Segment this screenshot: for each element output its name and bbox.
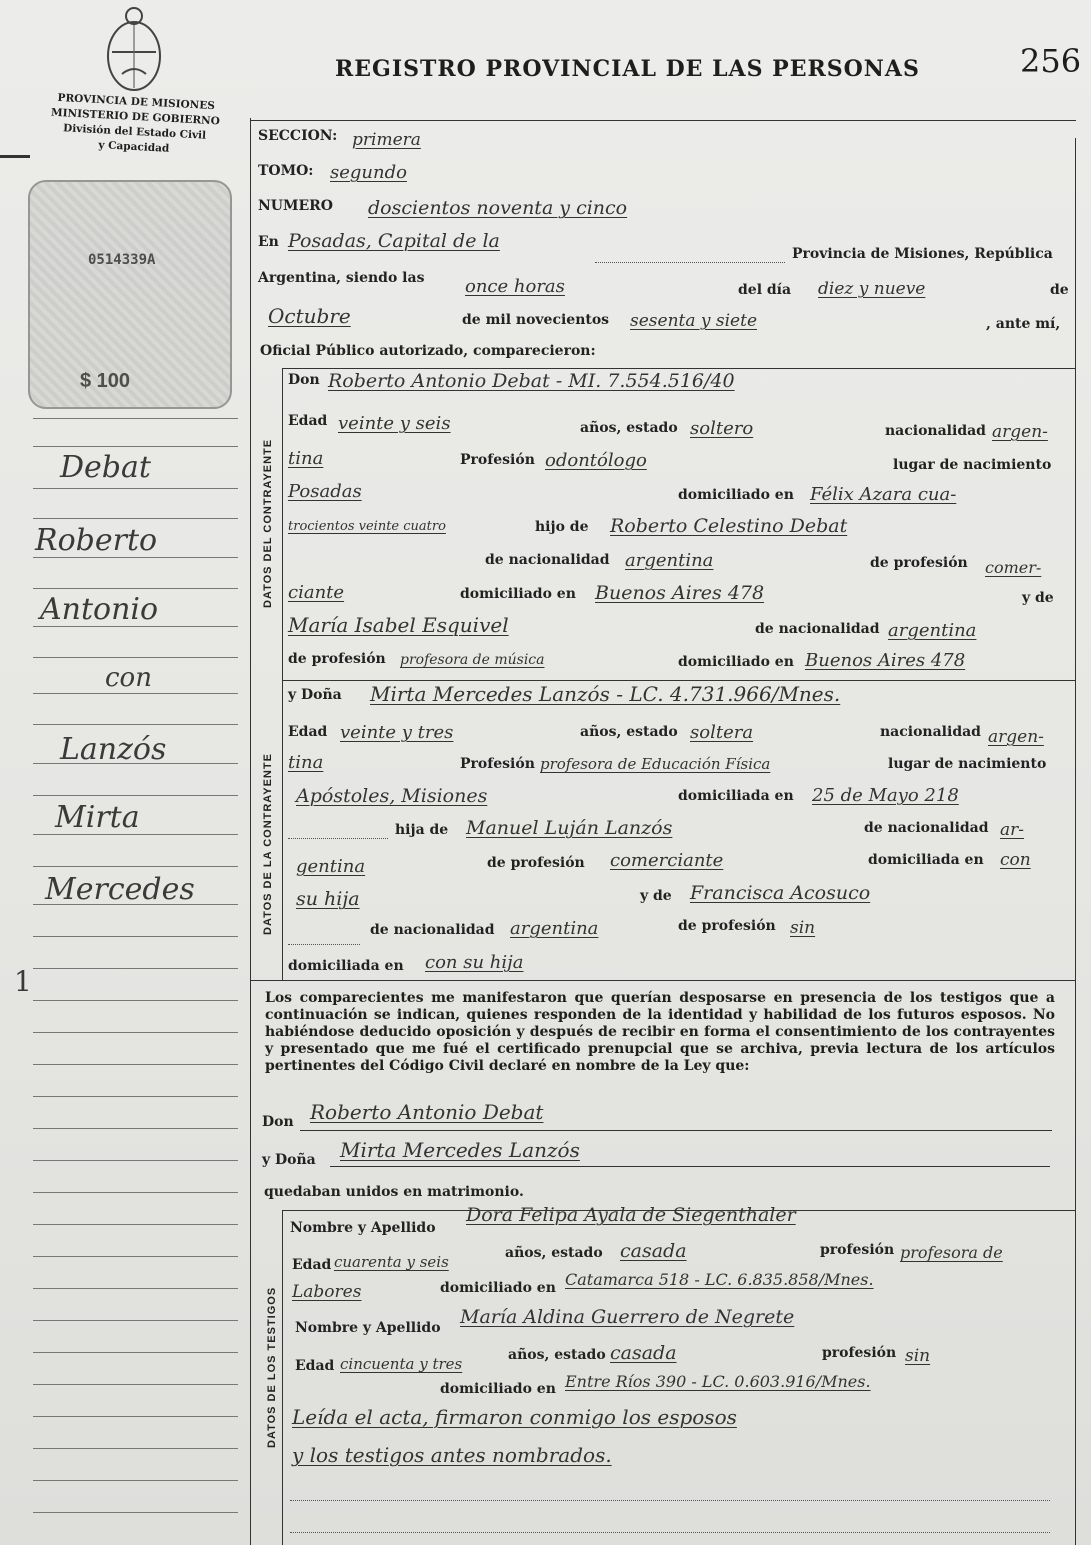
contrayenta-madre-nac: argentina (510, 918, 599, 939)
contrayenta-padre-dom-b: su hija (296, 888, 360, 910)
margin-mark: 1 (14, 965, 32, 998)
contrayente-edad: veinte y seis (338, 413, 451, 434)
contrayente-top (282, 368, 1075, 369)
main-top-border (250, 120, 1076, 121)
contrayenta-madre-dom: con su hija (425, 952, 524, 973)
stamp-serial: 0514339A (88, 252, 156, 268)
t1-dom: Catamarca 518 - LC. 6.835.858/Mnes. (565, 1270, 874, 1289)
t2-nombre: María Aldina Guerrero de Negrete (460, 1306, 795, 1328)
t1-prof-a: profesora de (900, 1243, 1003, 1262)
oficial-text: Oficial Público autorizado, comparecieron: (260, 343, 596, 359)
margin-note-1: Debat (60, 450, 151, 485)
don-label: Don (288, 372, 320, 388)
hija-label: hija de (395, 822, 449, 838)
t1-prof-b: Labores (292, 1282, 362, 1302)
t2-prof: sin (905, 1346, 931, 1366)
contrayente-lugar: Posadas (288, 481, 362, 502)
t1-dom-label: domiciliado en (440, 1280, 556, 1296)
t1-prof-label: profesión (820, 1242, 895, 1258)
margin-note-4: con (105, 663, 152, 693)
decl-dona: Mirta Mercedes Lanzós (340, 1138, 580, 1162)
dona-label: y Doña (288, 687, 342, 703)
provincia-text: Provincia de Misiones, República (792, 246, 1053, 262)
contrayenta-estado-label: años, estado (580, 724, 678, 740)
contrayenta-madre-dom-label: domiciliada en (288, 958, 404, 974)
contrayenta-estado: soltera (690, 722, 754, 743)
contrayente-padre-prof-b: ciante (288, 582, 345, 603)
t2-dom: Entre Ríos 390 - LC. 0.603.916/Mnes. (565, 1372, 871, 1391)
contrayente-madre-nac: argentina (888, 620, 977, 641)
contrayente-madre-nac-label: de nacionalidad (755, 621, 880, 637)
contrayente-side-label: DATOS DEL CONTRAYENTE (262, 438, 274, 608)
contrayente-estado-label: años, estado (580, 420, 678, 436)
argentina-text: Argentina, siendo las (258, 270, 425, 286)
contrayente-padre-prof-label: de profesión (870, 555, 968, 571)
t1-nombre-label: Nombre y Apellido (290, 1220, 436, 1236)
contrayenta-padre-nac-b: gentina (296, 856, 366, 877)
decl-closing: quedaban unidos en matrimonio. (264, 1184, 524, 1200)
declaration-text: Los comparecientes me manifestaron que querían desposarse en presencia de los testigos que a continuación se indican, quienes responden de la identidad y habilidad de los futuros esposos. No habiéndose deducido oposición y después de recibir en forma el consentimiento de los contrayentes y presentado que me fué el certificado prenupcial que se archiva, previa lectura de los artículos pertinentes del Código Civil declaré en nombre de la Ley que: (265, 990, 1055, 1074)
contrayente-madre-prof: profesora de música (400, 652, 545, 668)
t2-nombre-label: Nombre y Apellido (295, 1320, 441, 1336)
t2-edad: cincuenta y tres (340, 1355, 463, 1373)
contrayente-y-de-label: y de (1022, 590, 1054, 606)
page-number: 256 (1020, 42, 1082, 80)
decl-don: Roberto Antonio Debat (310, 1100, 544, 1124)
decl-dona-label: y Doña (262, 1152, 316, 1168)
party-divider (282, 368, 283, 980)
margin-note-3: Antonio (40, 592, 159, 627)
tomo-value: segundo (330, 162, 407, 183)
contrayenta-lugar-label: lugar de nacimiento (888, 756, 1047, 772)
lugar-value: Posadas, Capital de la (288, 230, 500, 252)
fiscal-stamp (28, 180, 232, 409)
margin-note-5: Lanzós (60, 732, 167, 767)
contrayente-nac-a: argen- (992, 422, 1048, 442)
main-right-border (1075, 138, 1076, 1545)
testigos-side-label: DATOS DE LOS TESTIGOS (266, 1286, 278, 1448)
contrayenta-profesion: profesora de Educación Física (540, 755, 771, 773)
contrayente-padre-nac: argentina (625, 550, 714, 571)
contrayenta-lugar: Apóstoles, Misiones (296, 785, 488, 807)
contrayente-edad-label: Edad (288, 413, 328, 429)
contrayente-madre-dom: Buenos Aires 478 (805, 650, 966, 671)
coat-of-arms-icon (98, 4, 170, 96)
decl-don-label: Don (262, 1114, 294, 1130)
closing-line-2: y los testigos antes nombrados. (292, 1443, 612, 1467)
t2-estado-label: años, estado (508, 1347, 606, 1363)
agency-line-3: División del Estado Civil (62, 122, 207, 142)
ante-text: , ante mí, (986, 316, 1061, 332)
contrayente-padre: Roberto Celestino Debat (610, 515, 848, 537)
contrayente-lugar-label: lugar de nacimiento (893, 457, 1052, 473)
contrayenta-side-label: DATOS DE LA CONTRAYENTE (262, 753, 274, 935)
contrayenta-prof-label: Profesión (460, 756, 535, 772)
agency-line-2: MINISTERIO DE GOBIERNO (50, 106, 221, 128)
closing-line-1: Leída el acta, firmaron conmigo los esposos (292, 1405, 737, 1429)
contrayenta-y-de-label: y de (640, 888, 672, 904)
contrayenta-nac-label: nacionalidad (880, 724, 981, 740)
t1-nombre: Dora Felipa Ayala de Siegenthaler (466, 1204, 796, 1226)
t2-dom-label: domiciliado en (440, 1381, 556, 1397)
contrayente-padre-dom: Buenos Aires 478 (595, 582, 765, 604)
contrayenta-padre-prof: comerciante (610, 850, 724, 871)
t1-edad-label: Edad (292, 1257, 332, 1273)
t1-estado-label: años, estado (505, 1245, 603, 1261)
binding-mark (0, 155, 30, 158)
contrayente-nac-b: tina (288, 448, 324, 469)
agency-line-1: PROVINCIA DE MISIONES (57, 91, 216, 113)
contrayenta-padre-dom-a: con (1000, 850, 1031, 870)
contrayente-padre-prof-a: comer- (985, 558, 1042, 577)
contrayenta-dom-label: domiciliada en (678, 788, 794, 804)
contrayente-estado: soltero (690, 418, 754, 439)
contrayenta-edad-label: Edad (288, 724, 328, 740)
contrayente-profesion: odontólogo (545, 450, 647, 471)
margin-note-2: Roberto (35, 523, 158, 558)
contrayenta-top (282, 680, 1075, 681)
contrayente-madre-dom-label: domiciliado en (678, 654, 794, 670)
dia-value: diez y nueve (818, 279, 926, 299)
main-left-border (250, 118, 251, 1545)
contrayente-madre: María Isabel Esquivel (288, 613, 509, 637)
t2-edad-label: Edad (295, 1358, 335, 1374)
contrayente-dom-b: trocientos veinte cuatro (288, 519, 446, 534)
stamp-value: $ 100 (80, 370, 131, 392)
margin-note-7: Mercedes (45, 872, 195, 907)
contrayenta-madre: Francisca Acosuco (690, 882, 871, 904)
mes-value: Octubre (268, 304, 351, 328)
numero-value: doscientos noventa y cinco (368, 197, 628, 219)
contrayente-nac-label: nacionalidad (885, 423, 986, 439)
contrayente-dom-a: Félix Azara cua- (810, 484, 957, 505)
seccion-value: primera (352, 130, 421, 150)
t1-estado: casada (620, 1240, 687, 1262)
testigos-divider (282, 1210, 283, 1545)
seccion-label: SECCION: (258, 128, 338, 144)
contrayenta-madre-prof-label: de profesión (678, 918, 776, 934)
hijo-label: hijo de (535, 519, 589, 535)
contrayenta-nombre: Mirta Mercedes Lanzós - LC. 4.731.966/Mnes. (370, 682, 841, 706)
contrayenta-nac-a: argen- (988, 727, 1044, 747)
tomo-label: TOMO: (258, 163, 314, 179)
t1-edad: cuarenta y seis (334, 1253, 449, 1271)
contrayenta-padre-dom-label: domiciliada en (868, 852, 984, 868)
agency-block (29, 90, 242, 161)
contrayenta-padre-nac-a: ar- (1000, 820, 1025, 840)
contrayenta-edad: veinte y tres (340, 722, 454, 743)
agency-line-4: y Capacidad (98, 139, 170, 155)
contrayenta-bottom (250, 980, 1076, 981)
t2-prof-label: profesión (822, 1345, 897, 1361)
contrayenta-padre: Manuel Luján Lanzós (466, 817, 673, 839)
contrayenta-madre-prof: sin (790, 918, 816, 938)
contrayente-madre-prof-label: de profesión (288, 651, 386, 667)
page-title: REGISTRO PROVINCIAL DE LAS PERSONAS (335, 56, 920, 82)
t2-estado: casada (610, 1342, 677, 1364)
contrayenta-madre-nac-label: de nacionalidad (370, 922, 495, 938)
numero-label: NUMERO (258, 198, 334, 214)
contrayenta-padre-prof-label: de profesión (487, 855, 585, 871)
en-label: En (258, 234, 279, 250)
anio-text: de mil novecientos (462, 312, 610, 328)
contrayente-dom-label: domiciliado en (678, 487, 794, 503)
contrayente-nombre: Roberto Antonio Debat - MI. 7.554.516/40 (328, 370, 735, 392)
hora-value: once horas (465, 276, 565, 297)
contrayente-prof-label: Profesión (460, 452, 535, 468)
de-label: de (1050, 282, 1069, 298)
contrayenta-nac-b: tina (288, 752, 324, 773)
anio-value: sesenta y siete (630, 311, 758, 331)
contrayente-padre-nac-label: de nacionalidad (485, 552, 610, 568)
del-dia-label: del día (738, 282, 792, 298)
contrayenta-padre-nac-label: de nacionalidad (864, 820, 989, 836)
contrayenta-domicilio: 25 de Mayo 218 (812, 785, 959, 806)
margin-note-6: Mirta (55, 800, 140, 835)
contrayente-padre-dom-label: domiciliado en (460, 586, 576, 602)
